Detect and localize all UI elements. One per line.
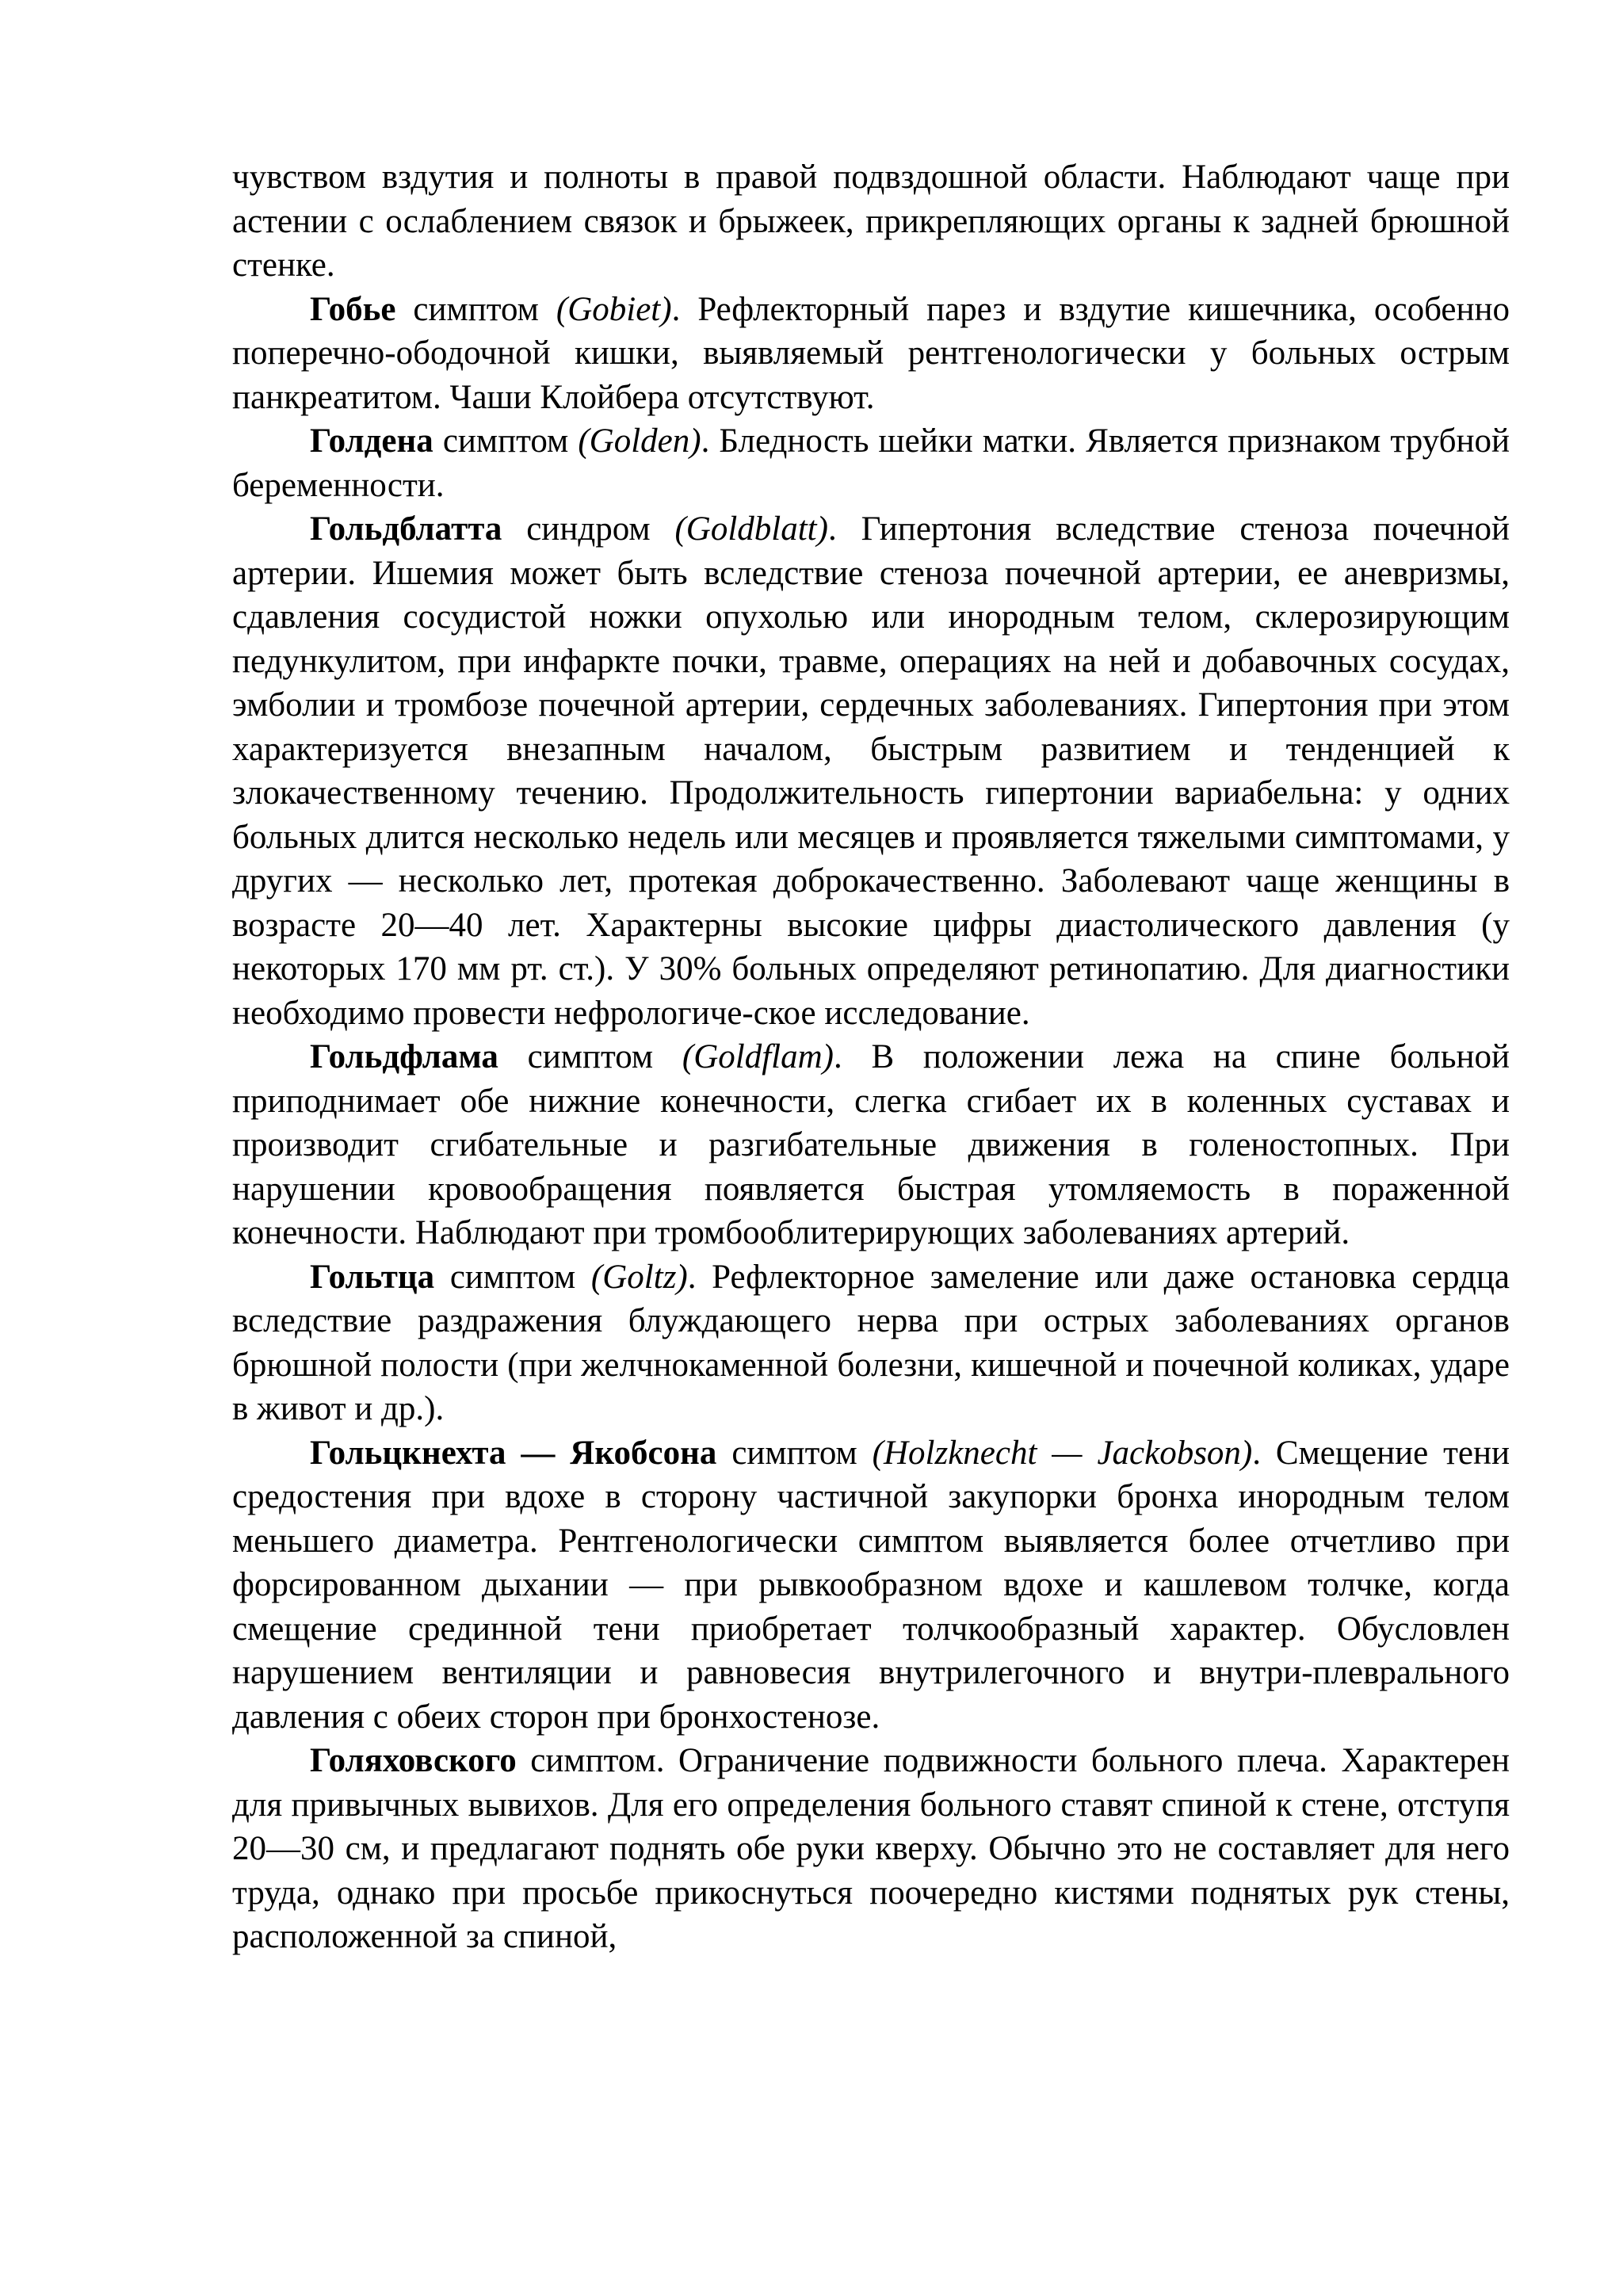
- entry-term: Гобье: [310, 290, 396, 328]
- continuation-paragraph: [232, 155, 1510, 288]
- entry-kind: симптом: [395, 290, 556, 328]
- entry-kind: синдром: [502, 510, 675, 548]
- document-page: [232, 155, 1510, 1959]
- entry-kind: симптом: [716, 1434, 873, 1472]
- entry-holzknecht-jackobson: [232, 1431, 1510, 1740]
- entry-golden: [232, 419, 1510, 507]
- entry-latin-name: (Goldflam): [682, 1038, 834, 1075]
- entry-term: Голдена: [310, 422, 433, 460]
- entry-kind: симптом: [516, 1742, 656, 1779]
- entry-description: . В положении лежа на спине больной приподнимает обе нижние конечности, слегка сгибает их в коленных суставах и производит сгибательные и разгибательные движения в голеностопных. При нарушении кровообращения появляется быстрая утомляемость в пораженной конечности. Наблюдают при тромбооблитерирующих заболеваниях артерий.: [232, 1038, 1510, 1251]
- entry-kind: симптом: [433, 422, 579, 460]
- paragraph-text: чувством вздутия и полноты в правой подвздошной области. Наблюдают чаще при астении с ослаблением связок и брыжеек, прикрепляющих органы к задней брюшной стенке.: [232, 159, 1510, 284]
- entry-description: . Ограничение подвижности больного плеча. Характерен для привычных вывихов. Для его определения больного ставят спиной к стене, отступя 20—30 см, и предлагают поднять обе руки кверху. Обычно это не составляет для него труда, однако при просьбе прикоснуться поочередно кистями поднятых рук стены, расположенной за спиной,: [232, 1742, 1510, 1955]
- entry-description: . Гипертония вследствие стеноза почечной артерии. Ишемия может быть вследствие стеноза почечной артерии, ее аневризмы, сдавления сосудистой ножки опухолью или инородным телом, склерозирующим педункулитом, при инфаркте почки, травме, операциях на ней и добавочных сосудах, эмболии и тромбозе почечной артерии, сердечных заболеваниях. Гипертония при этом характеризуется внезапным началом, быстрым развитием и тенденцией к злокачественному течению. Продолжительность гипертонии вариабельна: у одних больных длится несколько недель или месяцев и проявляется тяжелыми симптомами, у других — несколько лет, протекая доброкачественно. Заболевают чаще женщины в возрасте 20—40 лет. Характерны высокие цифры диастолического давления (у некоторых 170 мм рт. ст.). У 30% больных определяют ретинопатию. Для диагностики необходимо провести нефрологиче-ское исследование.: [232, 510, 1510, 1032]
- entry-latin-name: (Gobiet): [556, 290, 672, 328]
- entry-latin-name: (Goldblatt): [674, 510, 828, 548]
- entry-kind: симптом: [498, 1038, 682, 1075]
- entry-golyakhovsky: [232, 1739, 1510, 1959]
- entry-latin-name: (Goltz): [590, 1258, 688, 1296]
- entry-description: . Рефлекторное замеление или даже остановка сердца вследствие раздражения блуждающего нерва при острых заболеваниях органов брюшной полости (при желчнокаменной болезни, кишечной и почечной коликах, ударе в живот и др.).: [232, 1258, 1510, 1427]
- entry-term: Голяховского: [310, 1742, 517, 1779]
- entry-latin-name: (Holzknecht — Jackobson): [872, 1434, 1253, 1472]
- entry-gobiet: [232, 288, 1510, 420]
- entry-kind: симптом: [434, 1258, 591, 1296]
- entry-term: Гольдфлама: [310, 1038, 498, 1075]
- entry-term: Гольдблатта: [310, 510, 502, 548]
- entry-description: . Смещение тени средостения при вдохе в сторону частичной закупорки бронха инородным телом меньшего диаметра. Рентгенологически симптом выявляется более отчетливо при форсированном дыхании — при рывкообразном вдохе и кашлевом толчке, когда смещение срединной тени приобретает толчкообразный характер. Обусловлен нарушением вентиляции и равновесия внутрилегочного и внутри-плеврального давления с обеих сторон при бронхостенозе.: [232, 1434, 1510, 1736]
- entry-goldflam: [232, 1035, 1510, 1255]
- entry-description: . Рефлекторный парез и вздутие кишечника, особенно поперечно-ободочной кишки, выявляемый рентгенологически у больных острым панкреатитом. Чаши Клойбера отсутствуют.: [232, 290, 1510, 416]
- entry-goltz: [232, 1255, 1510, 1431]
- entry-goldblatt: [232, 507, 1510, 1035]
- entry-term: Гольтца: [310, 1258, 435, 1296]
- entry-term: Гольцкнехта — Якобсона: [310, 1434, 717, 1472]
- entry-description: . Бледность шейки матки. Является признаком трубной беременности.: [232, 422, 1510, 504]
- entry-latin-name: (Golden): [578, 422, 701, 460]
